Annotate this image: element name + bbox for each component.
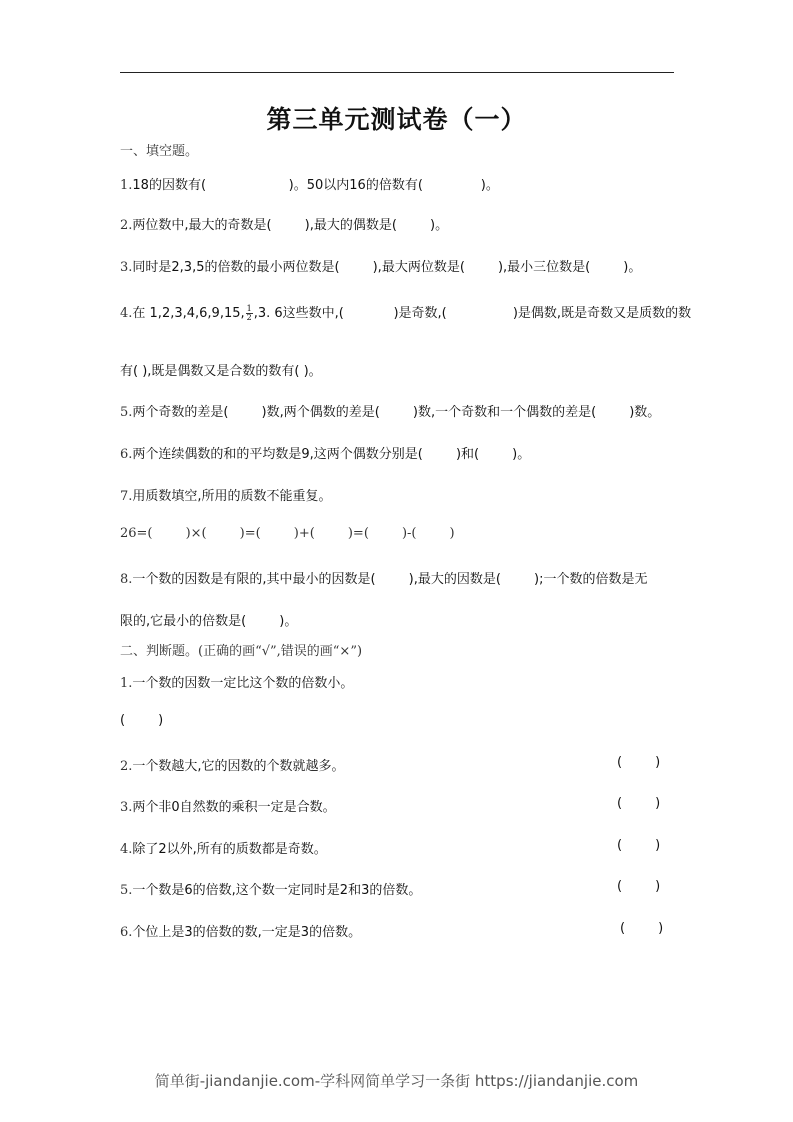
question-number: 1. bbox=[120, 676, 133, 691]
judge-5-answer-paren[interactable]: ( ) bbox=[617, 879, 661, 894]
judge-2-answer-paren[interactable]: ( ) bbox=[617, 755, 661, 770]
question-number: 7. bbox=[120, 489, 133, 504]
question-text: 一个数的因数是有限的,其中最小的因数是( ),最大的因数是( );一个数的倍数是无 bbox=[132, 572, 648, 587]
question-8 bbox=[120, 568, 680, 587]
question-number: 8. bbox=[120, 572, 133, 587]
judge-1 bbox=[120, 672, 680, 691]
question-text-pre: 在 1,2,3,4,6,9,15, bbox=[132, 306, 245, 321]
question-text: 两位数中,最大的奇数是( ),最大的偶数是( )。 bbox=[132, 218, 449, 233]
question-number: 5. bbox=[120, 883, 133, 898]
question-6 bbox=[120, 443, 680, 462]
question-7-equation: 26=( )×( )=( )+( )=( )-( ) bbox=[120, 526, 455, 541]
fraction-numerator: 1 bbox=[246, 304, 252, 313]
question-number: 3. bbox=[120, 800, 133, 815]
judge-4-answer-paren[interactable]: ( ) bbox=[617, 838, 661, 853]
question-number: 1. bbox=[120, 178, 133, 193]
judge-3 bbox=[120, 796, 680, 815]
question-number: 3. bbox=[120, 260, 133, 275]
question-4 bbox=[120, 302, 692, 322]
judge-6-answer-paren[interactable]: ( ) bbox=[620, 921, 664, 936]
question-text: 两个连续偶数的和的平均数是9,这两个偶数分别是( )和( )。 bbox=[132, 447, 531, 462]
section-heading-fill-blank: 一、填空题。 bbox=[120, 144, 199, 159]
question-number: 6. bbox=[120, 447, 133, 462]
question-number: 2. bbox=[120, 759, 133, 774]
judge-5 bbox=[120, 879, 680, 898]
question-text: 个位上是3的倍数的数,一定是3的倍数。 bbox=[132, 925, 362, 940]
question-text: 用质数填空,所用的质数不能重复。 bbox=[132, 489, 332, 504]
question-1 bbox=[120, 174, 680, 193]
question-number: 2. bbox=[120, 218, 133, 233]
question-7 bbox=[120, 485, 680, 504]
question-2 bbox=[120, 214, 680, 233]
question-4-continued: 有( ),既是偶数又是合数的数有( )。 bbox=[120, 364, 322, 379]
footer-watermark: 简单街-jiandanjie.com-学科网简单学习一条街 https://jiandanjie.com bbox=[154, 1072, 639, 1090]
question-text: 一个数是6的倍数,这个数一定同时是2和3的倍数。 bbox=[132, 883, 422, 898]
judge-2 bbox=[120, 755, 680, 774]
question-3 bbox=[120, 256, 680, 275]
judge-4 bbox=[120, 838, 680, 857]
page-title: 第三单元测试卷（一） bbox=[266, 105, 527, 134]
judge-6 bbox=[120, 921, 680, 940]
question-text: 除了2以外,所有的质数都是奇数。 bbox=[132, 842, 327, 857]
judge-1-answer-paren[interactable]: ( ) bbox=[120, 713, 164, 728]
question-8-continued: 限的,它最小的倍数是( )。 bbox=[120, 614, 298, 629]
question-text-post: ,3. 6这些数中,( )是奇数,( )是偶数,既是奇数又是质数的数 bbox=[253, 306, 692, 321]
question-text: 两个非0自然数的乘积一定是合数。 bbox=[132, 800, 336, 815]
judge-3-answer-paren[interactable]: ( ) bbox=[617, 796, 661, 811]
header-rule bbox=[120, 72, 674, 73]
question-number: 5. bbox=[120, 405, 133, 420]
question-text: 18的因数有( )。50以内16的倍数有( )。 bbox=[132, 178, 499, 193]
question-text: 同时是2,3,5的倍数的最小两位数是( ),最大两位数是( ),最小三位数是( )。 bbox=[132, 260, 642, 275]
section-heading-true-false: 二、判断题。(正确的画“√”,错误的画“×”) bbox=[120, 644, 363, 659]
fraction-denominator: 2 bbox=[246, 313, 252, 322]
question-number: 4. bbox=[120, 842, 133, 857]
question-text: 一个数的因数一定比这个数的倍数小。 bbox=[132, 676, 354, 691]
question-number: 6. bbox=[120, 925, 133, 940]
question-5 bbox=[120, 401, 680, 420]
question-number: 4. bbox=[120, 306, 133, 321]
question-text: 一个数越大,它的因数的个数就越多。 bbox=[132, 759, 345, 774]
fraction-one-half bbox=[246, 305, 253, 322]
question-text: 两个奇数的差是( )数,两个偶数的差是( )数,一个奇数和一个偶数的差是( )数。 bbox=[132, 405, 661, 420]
